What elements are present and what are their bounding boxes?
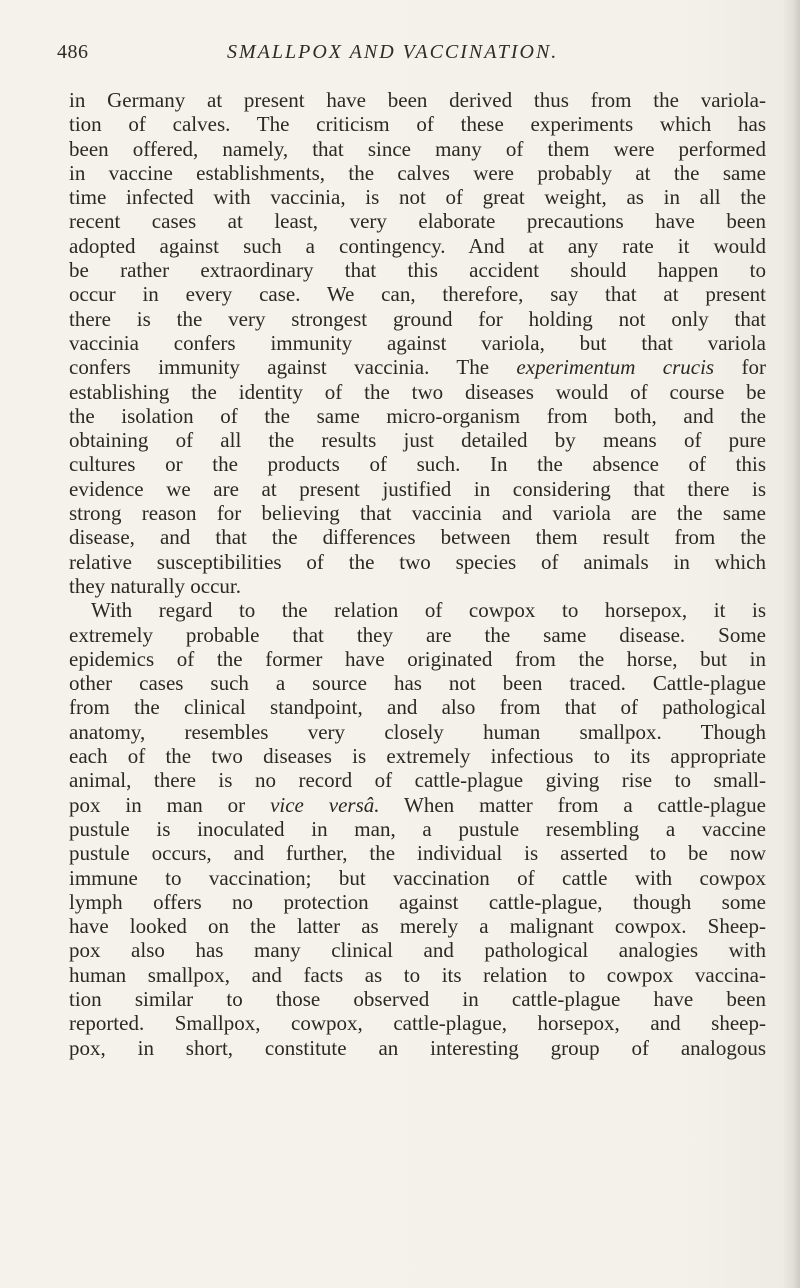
text-segment: pox in man or [69,792,271,817]
text-line: occur in every case. We can, therefore, say that at present [69,282,766,307]
text-line: other cases such a source has not been traced. Cattle-plague [69,671,766,696]
text-line: disease, and that the differences between them result from the [69,525,766,550]
text-line: obtaining of all the results just detailed by means of pure [69,428,766,453]
text-line: lymph offers no protection against cattle-plague, though some [69,889,766,914]
text-line [69,355,766,379]
text-line: pustule is inoculated in man, a pustule resembling a vaccine [69,816,766,841]
text-line: recent cases at least, very elaborate precautions have been [69,209,766,234]
text-line: pox, in short, constitute an interesting group of analogous [69,1035,766,1060]
italic-phrase: vice versâ. [270,792,380,817]
text-line: strong reason for believing that vaccinia and variola are the same [69,501,766,526]
text-line: pustule occurs, and further, the individual is asserted to be now [69,841,766,866]
text-line: cultures or the products of such. In the absence of this [69,452,766,477]
text-line [69,793,766,817]
page-edge-shadow [782,0,800,1288]
text-line: pox also has many clinical and pathological analogies with [69,938,766,963]
text-segment: for [714,355,766,380]
text-line: there is the very strongest ground for holding not only that [69,306,766,331]
text-line: have looked on the latter as merely a malignant cowpox. Sheep- [69,914,766,939]
text-line: vaccinia confers immunity against variola, but that variola [69,330,766,355]
text-line: relative susceptibilities of the two species of animals in which [69,549,766,574]
text-line: evidence we are at present justified in considering that there is [69,476,766,501]
text-line: extremely probable that they are the same disease. Some [69,622,766,647]
text-line: establishing the identity of the two diseases would of course be [69,379,766,404]
text-segment: confers immunity against vaccinia. The [69,355,517,380]
text-line: epidemics of the former have originated from the horse, but in [69,646,766,671]
text-line: anatomy, resembles very closely human smallpox. Though [69,719,766,744]
text-line: time infected with vaccinia, is not of great weight, as in all the [69,185,766,210]
text-line: each of the two diseases is extremely infectious to its appropriate [69,744,766,769]
text-line: tion of calves. The criticism of these experiments which has [69,112,766,137]
text-line: been offered, namely, that since many of them were performed [69,136,766,161]
text-segment: When matter from a cattle-plague [379,792,766,817]
body-text [69,88,766,1060]
text-line: animal, there is no record of cattle-plague giving rise to small- [69,768,766,793]
text-line: be rather extraordinary that this accident should happen to [69,258,766,283]
text-line: human smallpox, and facts as to its relation to cowpox vaccina- [69,962,766,987]
page-number: 486 [57,41,89,63]
text-line: tion similar to those observed in cattle-plague have been [69,986,766,1011]
text-line: they naturally occur. [69,573,242,598]
text-line: immune to vaccination; but vaccination of cattle with cowpox [69,865,766,890]
text-line: the isolation of the same micro-organism from both, and the [69,403,766,428]
running-head: SMALLPOX AND VACCINATION. [227,41,559,63]
italic-phrase: experimentum crucis [516,355,715,380]
text-line: in vaccine establishments, the calves were probably at the same [69,160,766,185]
text-line: adopted against such a contingency. And at any rate it would [69,233,766,258]
text-line: from the clinical standpoint, and also from that of pathological [69,695,766,720]
text-line: in Germany at present have been derived thus from the variola- [69,88,766,112]
text-line: reported. Smallpox, cowpox, cattle-plague, horsepox, and sheep- [69,1011,766,1036]
paragraph-start-line: With regard to the relation of cowpox to horsepox, it is [91,598,766,623]
